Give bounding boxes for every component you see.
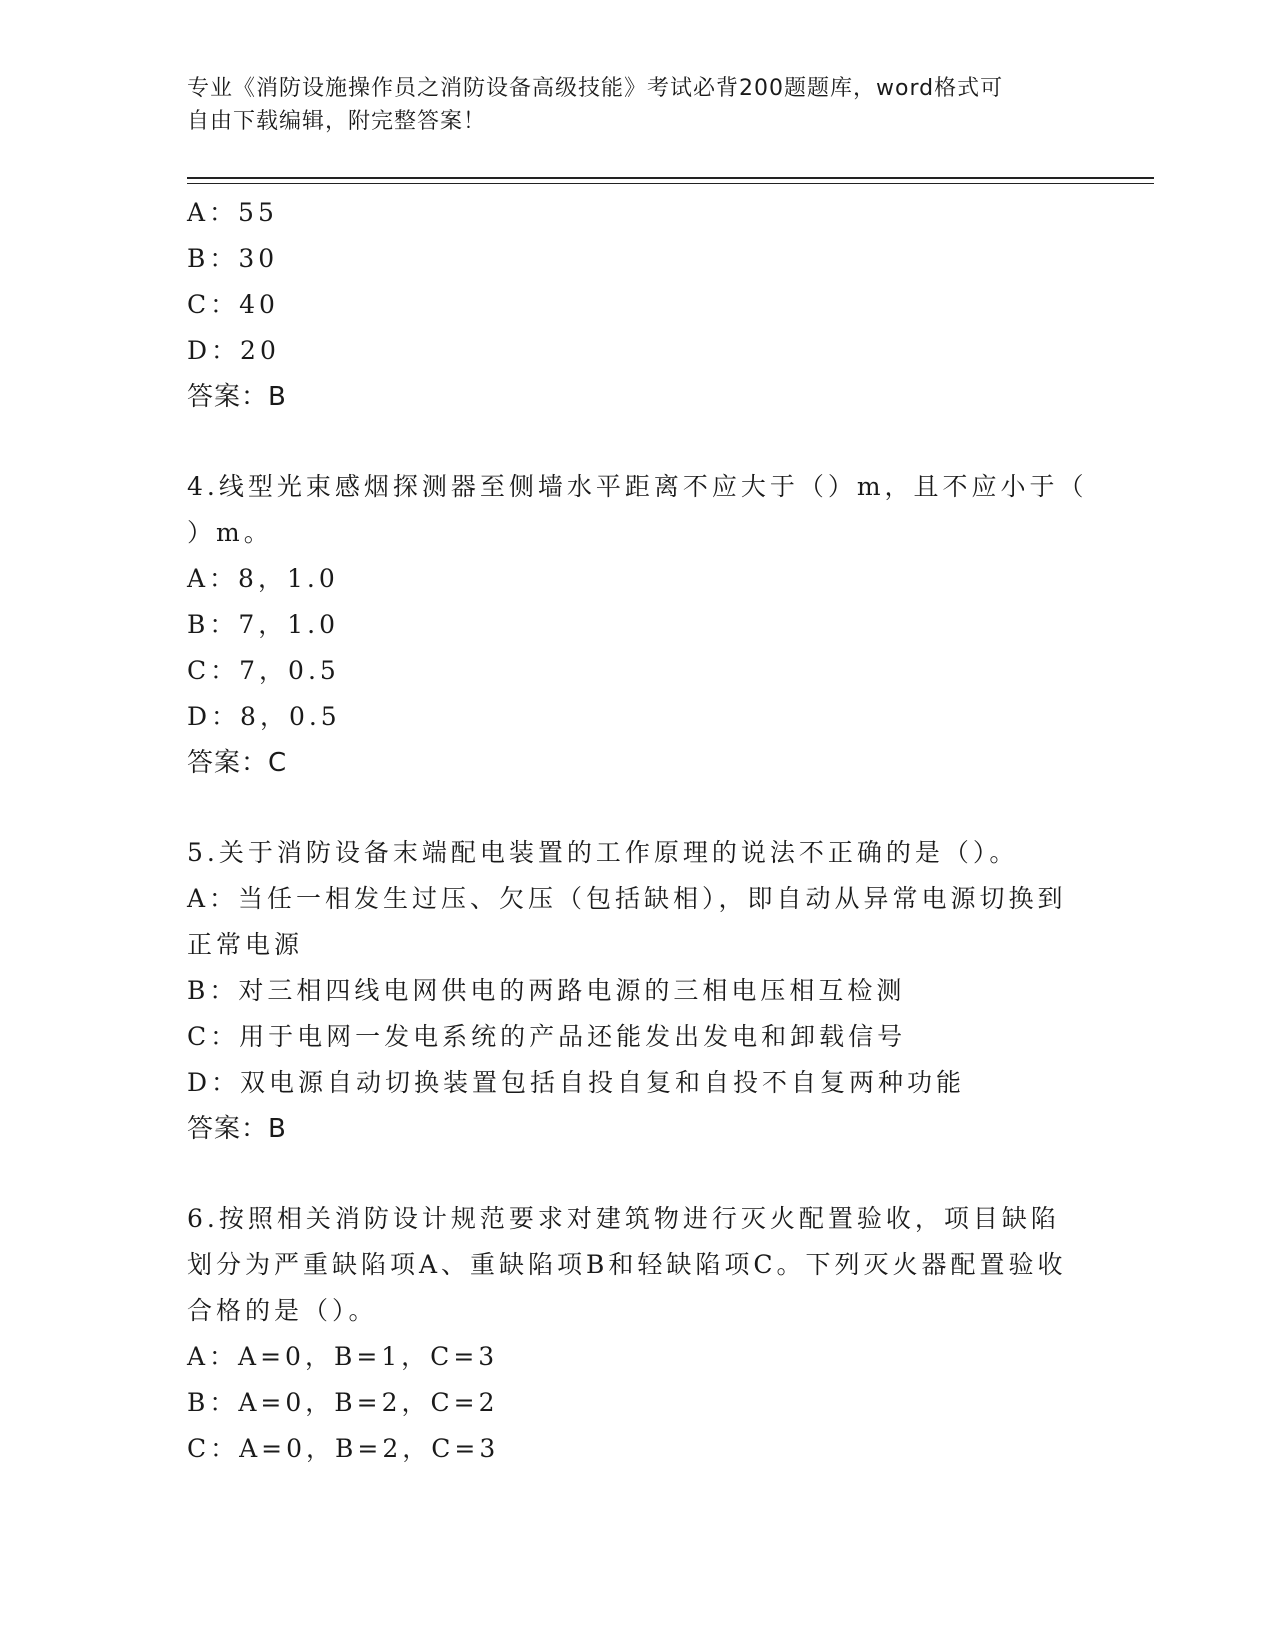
- q4-stem-line-1: 4.线型光束感烟探测器至侧墙水平距离不应大于（）m，且不应小于（: [187, 472, 1088, 501]
- q4-option-a: A：8，1.0: [187, 564, 339, 593]
- q5-option-a-cont: 正常电源: [187, 930, 304, 959]
- q4-option-d: D：8，0.5: [187, 702, 341, 731]
- document-header: [187, 72, 1067, 138]
- q6-stem-line-3: 合格的是（）。: [187, 1296, 378, 1325]
- q4-option-b: B：7，1.0: [187, 610, 340, 639]
- q3-option-d: D：20: [187, 336, 280, 365]
- q4-answer: 答案：C: [187, 748, 288, 778]
- header-line-1: 专业《消防设施操作员之消防设备高级技能》考试必背200题题库，word格式可: [187, 76, 1004, 101]
- q3-answer: 答案：B: [187, 382, 287, 412]
- q5-option-c: C：用于电网一发电系统的产品还能发出发电和卸载信号: [187, 1022, 907, 1051]
- header-rule-thick: [187, 177, 1154, 179]
- q6-stem-line-1: 6.按照相关消防设计规范要求对建筑物进行灭火配置验收，项目缺陷: [187, 1204, 1060, 1233]
- q3-option-b: B：30: [187, 244, 279, 273]
- header-rule-thin: [187, 183, 1154, 184]
- question-5-block: [187, 830, 1087, 1152]
- header-line-2: 自由下载编辑，附完整答案！: [187, 109, 487, 134]
- q6-option-c: C：A=0，B=2，C=3: [187, 1434, 500, 1463]
- q5-option-b: B：对三相四线电网供电的两路电源的三相电压相互检测: [187, 976, 906, 1005]
- q3-option-c: C：40: [187, 290, 279, 319]
- q6-stem-line-2: 划分为严重缺陷项A、重缺陷项B和轻缺陷项C。下列灭火器配置验收: [187, 1250, 1067, 1279]
- q6-option-a: A：A=0，B=1，C=3: [187, 1342, 499, 1371]
- q4-option-c: C：7，0.5: [187, 656, 340, 685]
- q5-option-a: A：当任一相发生过压、欠压（包括缺相），即自动从异常电源切换到: [187, 884, 1067, 913]
- q4-stem-line-2: ）m。: [187, 518, 273, 547]
- question-4-block: [187, 464, 1087, 786]
- q5-stem-line-1: 5.关于消防设备末端配电装置的工作原理的说法不正确的是（）。: [187, 838, 1019, 867]
- question-content: [187, 190, 1087, 1472]
- question-6-block: [187, 1196, 1087, 1472]
- q3-option-a: A：55: [187, 198, 278, 227]
- q6-option-b: B：A=0，B=2，C=2: [187, 1388, 499, 1417]
- q5-answer: 答案：B: [187, 1114, 287, 1144]
- q5-option-d: D：双电源自动切换装置包括自投自复和自投不自复两种功能: [187, 1068, 966, 1097]
- question-3-block: [187, 190, 1087, 420]
